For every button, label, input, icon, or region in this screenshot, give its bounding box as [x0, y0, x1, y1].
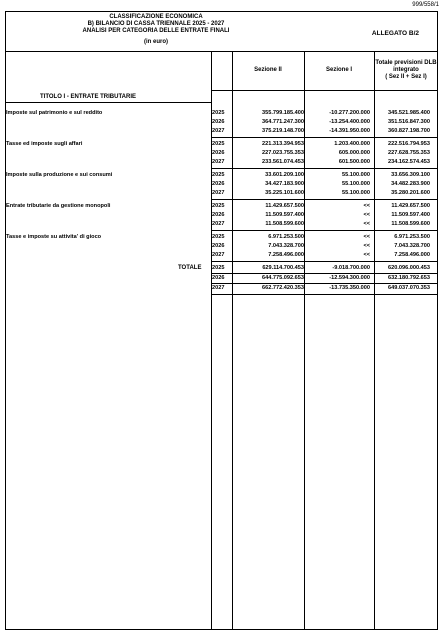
group-rule	[211, 168, 437, 169]
col-header-totale-line-1: Totale previsioni DLB	[375, 60, 437, 66]
sezione-1-cell: <<	[363, 252, 370, 258]
year-cell: 2027	[212, 159, 225, 165]
totale-cell: 11.508.599.600	[391, 221, 430, 227]
sezione-2-cell: 233.561.074.453	[262, 159, 304, 165]
totale-label: TOTALE	[178, 265, 202, 271]
year-cell: 2025	[212, 110, 225, 116]
totale-cell: 35.280.201.600	[391, 190, 430, 196]
totale-totale-cell: 649.037.070.353	[388, 285, 430, 291]
group-rule	[211, 199, 437, 200]
totale-bottom-rule	[211, 294, 437, 295]
year-cell: 2026	[212, 243, 225, 249]
category-label: Tasse ed imposte sugli affari	[6, 141, 83, 147]
totale-cell: 7.258.496.000	[394, 252, 430, 258]
year-cell: 2025	[212, 203, 225, 209]
sezione-2-cell: 375.219.148.700	[262, 128, 304, 134]
page-id: 999/558/1	[412, 2, 439, 8]
totale-cell: 34.482.283.900	[391, 181, 430, 187]
sezione-1-cell: <<	[363, 221, 370, 227]
col-header-sezione-1	[304, 51, 374, 91]
row-rule	[211, 283, 437, 284]
col-header-totale-line-3: ( Sez II + Sez I)	[385, 74, 427, 80]
section-title: TITOLO I - ENTRATE TRIBUTARIE	[40, 94, 136, 100]
report-frame	[5, 11, 438, 630]
sezione-1-cell: <<	[363, 243, 370, 249]
totale-cell: 11.429.657.500	[391, 203, 430, 209]
group-rule	[211, 137, 437, 138]
sezione-2-cell: 11.508.599.600	[265, 221, 304, 227]
sezione-1-cell: -10.277.200.000	[329, 110, 370, 116]
category-label: Imposte sul patrimonio e sul reddito	[6, 110, 103, 116]
sezione-2-cell: 364.771.247.300	[262, 119, 304, 125]
col-header-year-blank	[211, 51, 232, 91]
totale-cell: 6.971.253.500	[394, 234, 430, 240]
totale-cell: 345.521.985.400	[388, 110, 430, 116]
sezione-2-cell: 355.799.185.400	[262, 110, 304, 116]
col-header-sezione-2	[232, 51, 304, 91]
year-cell: 2027	[212, 190, 225, 196]
sezione-1-cell: 55.100.000	[342, 172, 370, 178]
header-line-3: ANALISI PER CATEGORIA DELLE ENTRATE FINALI	[82, 28, 230, 34]
col-header-sezione-1-text: Sezione I	[325, 67, 352, 73]
group-rule	[211, 261, 437, 262]
year-cell: 2027	[212, 128, 225, 134]
totale-sezione-2-cell: 644.775.092.653	[262, 275, 304, 281]
sezione-1-cell: 55.100.000	[342, 190, 370, 196]
report-header	[6, 12, 437, 52]
sezione-2-cell: 7.043.328.700	[268, 243, 304, 249]
sezione-1-cell: 605.000.000	[338, 150, 370, 156]
col-header-sezione-2-text: Sezione II	[254, 67, 282, 73]
header-line-1: CLASSIFICAZIONE ECONOMICA	[109, 14, 203, 20]
year-cell: 2026	[212, 150, 225, 156]
totale-cell: 227.628.755.353	[388, 150, 430, 156]
totale-sezione-2-cell: 629.114.700.453	[262, 265, 304, 271]
totale-cell: 11.509.597.400	[391, 212, 430, 218]
category-label: Tasse e imposte su attivita' di gioco	[6, 234, 102, 240]
sezione-1-cell: -13.254.400.000	[329, 119, 370, 125]
year-cell: 2025	[212, 172, 225, 178]
sezione-2-cell: 11.509.597.400	[265, 212, 304, 218]
totale-sezione-1-cell: -12.594.300.000	[329, 275, 370, 281]
category-label: Imposte sulla produzione e sui consumi	[6, 172, 113, 178]
year-cell: 2025	[212, 265, 225, 271]
sezione-2-cell: 35.225.101.600	[265, 190, 304, 196]
col-header-totale	[374, 51, 438, 91]
section-title-rule	[6, 102, 211, 103]
sezione-2-cell: 33.601.209.100	[265, 172, 304, 178]
sezione-1-cell: <<	[363, 203, 370, 209]
header-line-4: (in euro)	[144, 39, 168, 45]
year-cell: 2026	[212, 275, 225, 281]
totale-cell: 7.043.328.700	[394, 243, 430, 249]
sezione-1-cell: 55.100.000	[342, 181, 370, 187]
totale-cell: 234.162.574.453	[388, 159, 430, 165]
sezione-1-cell: 601.500.000	[338, 159, 370, 165]
sezione-1-cell: -14.391.950.000	[329, 128, 370, 134]
totale-cell: 222.516.794.953	[388, 141, 430, 147]
year-cell: 2025	[212, 141, 225, 147]
group-rule	[211, 230, 437, 231]
sezione-2-cell: 7.258.496.000	[268, 252, 304, 258]
sezione-2-cell: 11.429.657.500	[265, 203, 304, 209]
sezione-2-cell: 227.023.755.353	[262, 150, 304, 156]
year-cell: 2025	[212, 234, 225, 240]
year-cell: 2026	[212, 119, 225, 125]
year-cell: 2026	[212, 181, 225, 187]
col-header-totale-line-2: integrato	[393, 67, 419, 73]
category-label: Entrate tributarie da gestione monopoli	[6, 203, 111, 209]
totale-totale-cell: 632.180.792.653	[388, 275, 430, 281]
sezione-2-cell: 221.313.394.953	[262, 141, 304, 147]
year-cell: 2027	[212, 285, 225, 291]
year-cell: 2026	[212, 212, 225, 218]
sezione-2-cell: 6.971.253.500	[268, 234, 304, 240]
year-cell: 2027	[212, 252, 225, 258]
totale-sezione-1-cell: -13.735.350.000	[329, 285, 370, 291]
sezione-2-cell: 34.427.183.900	[265, 181, 304, 187]
header-line-2: B) BILANCIO DI CASSA TRIENNALE 2025 - 2027	[87, 21, 225, 27]
sezione-1-cell: <<	[363, 234, 370, 240]
row-rule	[211, 273, 437, 274]
totale-totale-cell: 620.096.000.453	[388, 265, 430, 271]
totale-cell: 360.827.198.700	[388, 128, 430, 134]
year-cell: 2027	[212, 221, 225, 227]
sezione-1-cell: 1.203.400.000	[334, 141, 370, 147]
totale-cell: 33.656.309.100	[391, 172, 430, 178]
totale-cell: 351.516.847.300	[388, 119, 430, 125]
totale-sezione-2-cell: 662.772.420.353	[262, 285, 304, 291]
sezione-1-cell: <<	[363, 212, 370, 218]
totale-sezione-1-cell: -9.018.700.000	[332, 265, 370, 271]
allegato-label: ALLEGATO B/2	[371, 30, 419, 37]
